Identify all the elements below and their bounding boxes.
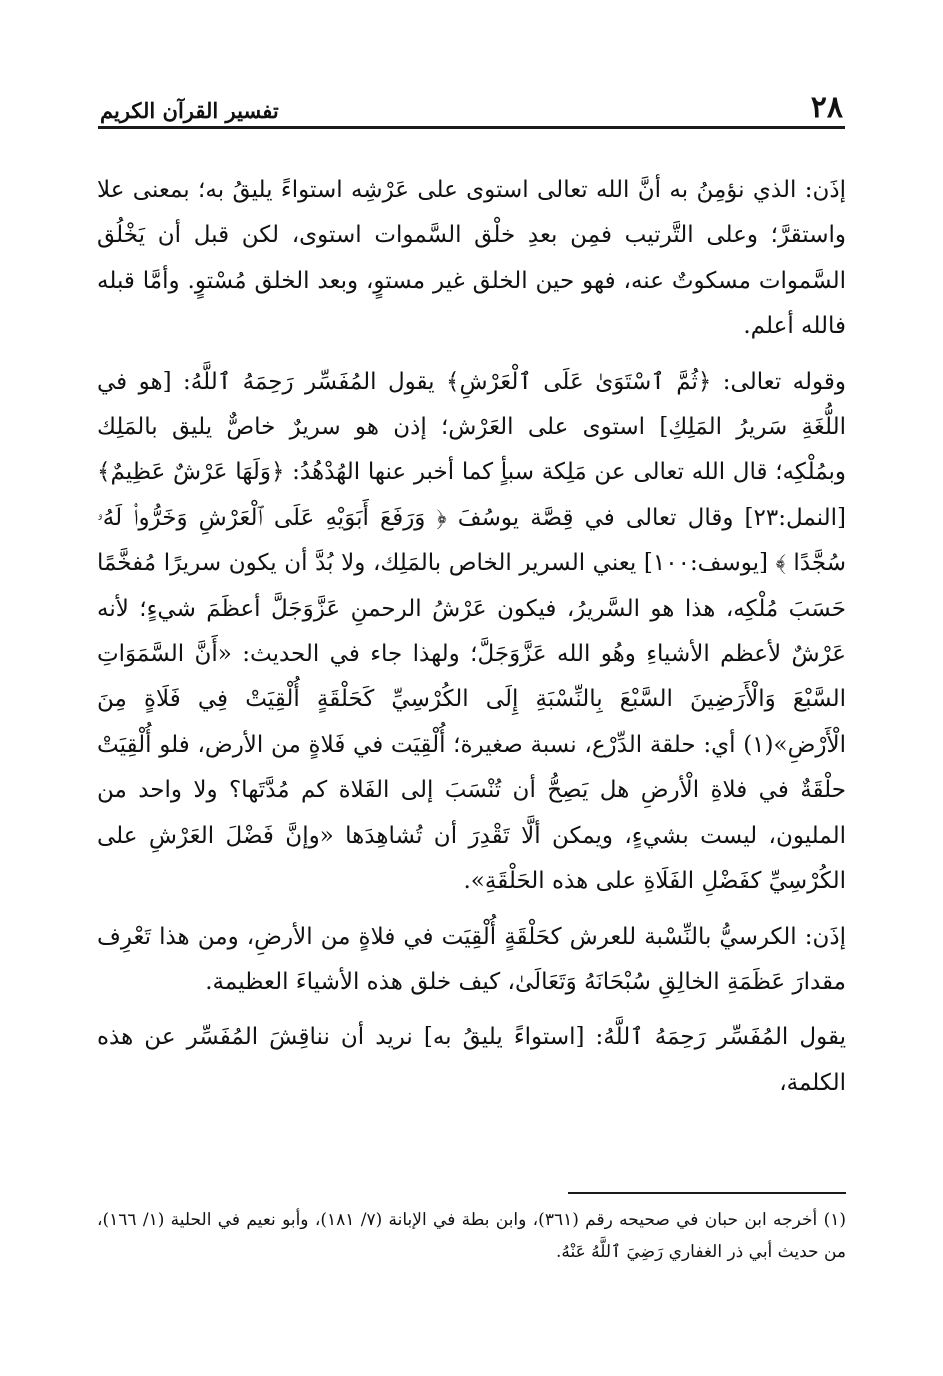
paragraph: إذَن: الكرسيُّ بالنِّسْبة للعرش كحَلْقَةٍ أُلْقِيَت في فلاةٍ من الأرضِ، ومن هذا تَعْرِف مقدارَ عَظَمَةِ الخالِقِ سُبْحَانَهُ وَتَعَالَىٰ، كيف خلق هذه الأشياءَ العظيمة. <box>97 923 846 995</box>
page-number: ٢٨ <box>810 90 843 125</box>
paragraph: وقوله تعالى: ﴿ثُمَّ ٱسْتَوَىٰ عَلَى ٱلْعَرْشِ﴾ يقول المُفَسِّر رَحِمَهُ ٱللَّهُ: [هو في اللُّغَةِ سَريرُ المَلِكِ] استوى على العَرْش؛ إذن هو سريرٌ خاصٌّ يليق بالمَلِك وبمُلْكِه؛ قال الله تعالى عن مَلِكة سبأٍ كما أخبر عنها الهُدْهُدُ: ﴿وَلَهَا عَرْشٌ عَظِيمٌ﴾ [النمل:٢٣] وقال تعالى في قِصَّة يوسُفَ ﴿ وَرَفَعَ أَبَوَيْهِ عَلَى ٱلْعَرْشِ وَخَرُّوا۟ لَهُۥ سُجَّدًا ﴾ [يوسف:١٠٠] يعني السرير الخاص بالمَلِك، ولا بُدَّ أن يكون سريرًا مُفخَّمًا حَسَبَ مُلْكِه، هذا هو السَّريرُ، فيكون عَرْشُ الرحمنِ عَزَّوَجَلَّ أعظَمَ شيءٍ؛ لأنه عَرْشٌ لأعظم الأشياءِ وهُو الله عَزَّوَجَلَّ؛ ولهذا جاء في الحديث: «أَنَّ السَّمَوَاتِ السَّبْعَ وَالْأَرَضِينَ السَّبْعَ بِالنِّسْبَةِ إِلَى الكُرْسِيِّ كَحَلْقَةٍ أُلْقِيَتْ فِي فَلَاةٍ مِنَ الْأَرْضِ»(١) أي: حلقة الدِّرْع، نسبة صغيرة؛ أُلْقِيَت في فَلاةٍ من الأرض، فلو أُلْقِيَتْ حلْقَةٌ في فلاةِ الْأرضِ هل يَصِحُّ أن تُنْسَبَ إلى الفَلاة كم مُدَّتَها؟ ولا واحد من المليون، ليست بشيءٍ، ويمكن ألَّا تَقْدِرَ أن تُشاهِدَها «وإنَّ فَضْلَ العَرْشِ على الكُرْسِيِّ كفَضْلِ الفَلَاةِ على هذه الحَلْقَةِ». <box>97 368 846 895</box>
book-title: تفسير القرآن الكريم <box>100 98 279 123</box>
footnotes <box>97 1204 846 1268</box>
main-text <box>97 168 846 1106</box>
footnote-divider <box>568 1192 846 1194</box>
footnote: (١) أخرجه ابن حبان في صحيحه رقم (٣٦١)، وابن بطة في الإبانة (٧/ ١٨١)، وأبو نعيم في الحلية (١/ ١٦٦)، من حديث أبي ذر الغفاري رَضِيَ ٱللَّهُ عَنْهُ. <box>97 1210 847 1262</box>
paragraph: إذَن: الذي نؤمِنُ به أنَّ الله تعالى استوى على عَرْشِه استواءً يليقُ به؛ بمعنى علا واستقرَّ؛ وعلى التَّرتيب فمِن بعدِ خلْق السَّموات استوى، لكن قبل أن يَخْلُق السَّموات مسكوتٌ عنه، فهو حين الخلق غير مستوٍ، وبعد الخلق مُسْتوٍ. وأمَّا قبله فالله أعلم. <box>97 177 846 340</box>
paragraph: يقول المُفَسِّر رَحِمَهُ ٱللَّهُ: [استواءً يليقُ به] نريد أن نناقِشَ المُفَسِّر عن هذه الكلمة، <box>97 1024 846 1096</box>
header-divider <box>98 126 845 129</box>
page-header <box>100 86 843 126</box>
